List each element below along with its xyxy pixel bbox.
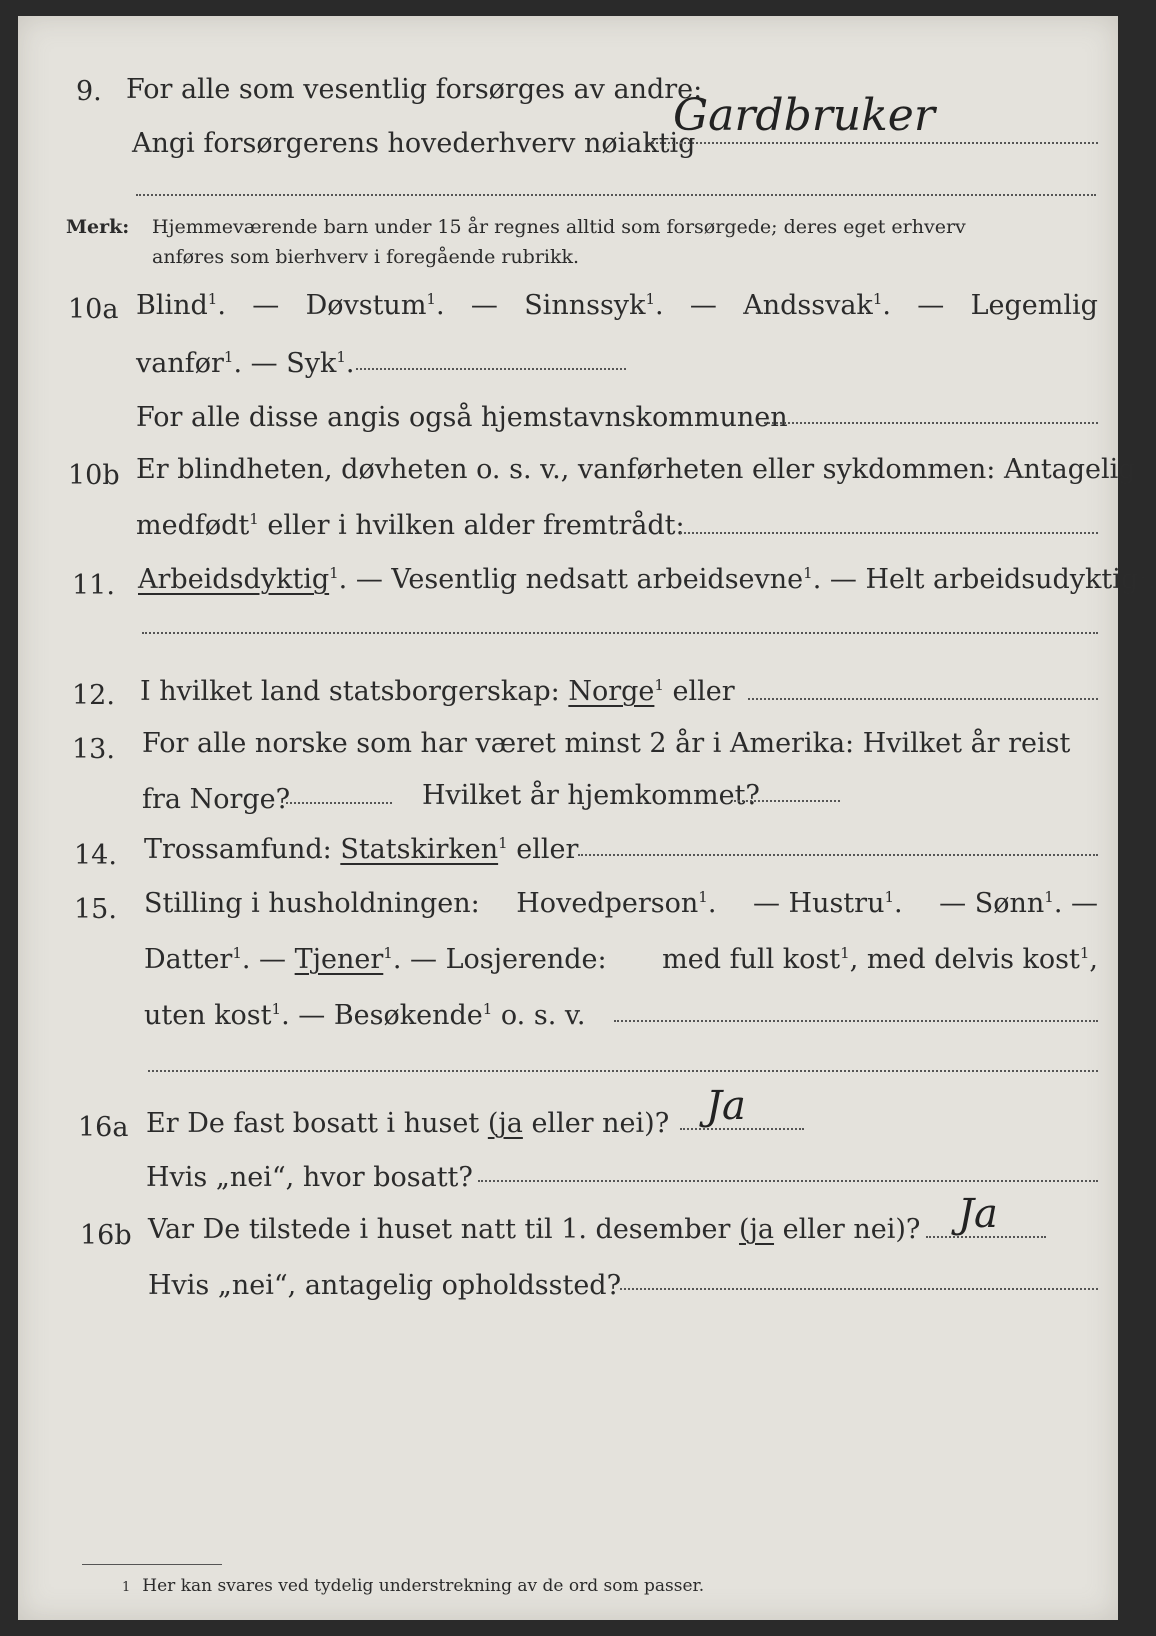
q9-question-line1: For alle som vesentlig forsørges av andre: (126, 74, 703, 105)
q11-arbeidsdyktig-underlined: Arbeidsdyktig (138, 564, 330, 595)
footnote-rule (82, 1564, 222, 1565)
q16b-line2: Hvis „nei“, antagelig opholdssted? (148, 1270, 622, 1301)
q10a-line1: Blind$^1$. — Døvstum$^1$. — Sinnssyk$^1$. — Andssvak$^1$. — Legemlig (136, 290, 1098, 321)
q13-fra-norge: fra Norge? (142, 784, 291, 815)
q12-answer-line (748, 698, 1098, 700)
q15-extra-line (148, 1070, 1098, 1072)
q10a-sinnssyk: Sinnssyk$^1$. (524, 290, 664, 321)
q10a-syk-line (356, 368, 626, 370)
q9-extra-line (136, 194, 1096, 196)
q16b-line1: Var De tilstede i huset natt til 1. desember (ja eller nei)? (148, 1214, 921, 1245)
q10b-answer-line (680, 532, 1098, 534)
q12-number: 12. (72, 680, 115, 711)
q10b-number: 10b (68, 460, 120, 491)
q15-line1: Stilling i husholdningen: Hovedperson$^1$. — Hustru$^1$. — Sønn$^1$. — (144, 888, 1098, 919)
q14-number: 14. (74, 840, 117, 871)
q11-line: Arbeidsdyktig$^1$. — Vesentlig nedsatt arbeidsevne$^1$. — Helt arbeidsudyktig$^1$. (138, 564, 1156, 595)
q16a-ja-underlined: (ja (487, 1108, 523, 1139)
q15-answer-line (614, 1020, 1098, 1022)
census-form-page (18, 16, 1156, 1620)
q14-answer-line (578, 854, 1098, 856)
q16b-opholdssted-line (620, 1288, 1098, 1290)
q15-tjener-underlined: Tjener (294, 944, 384, 975)
q9-handwritten-answer: Gardbruker (673, 90, 935, 141)
q10a-andssvak: Andssvak$^1$. (743, 290, 891, 321)
q12-line: I hvilket land statsborgerskap: Norge$^1$ eller (140, 676, 735, 707)
q13-fra-line (286, 802, 392, 804)
q14-statskirken-underlined: Statskirken (340, 834, 499, 865)
q15-line2: Datter$^1$. — Tjener$^1$. — Losjerende: med full kost$^1$, med delvis kost$^1$, (144, 944, 1098, 975)
q9-number: 9. (76, 76, 102, 107)
q10a-line3: For alle disse angis også hjemstavnskommunen (136, 402, 788, 433)
q14-line: Trossamfund: Statskirken$^1$ eller (144, 834, 579, 865)
q11-number: 11. (72, 570, 115, 601)
q16a-line1: Er De fast bosatt i huset (ja eller nei)? (146, 1108, 670, 1139)
footnote: 1 Her kan svares ved tydelig understrekning av de ord som passer. (122, 1576, 705, 1596)
q16a-handwritten-answer: Ja (706, 1083, 746, 1129)
q10b-line1: Er blindheten, døvheten o. s. v., vanførheten eller sykdommen: Antagelig (136, 454, 1136, 485)
q10a-dovstum: Døvstum$^1$. (305, 290, 445, 321)
q13-number: 13. (72, 734, 115, 765)
q12-norge-underlined: Norge (568, 676, 655, 707)
merk-line1: Hjemmeværende barn under 15 år regnes alltid som forsørgede; deres eget erhverv (152, 216, 966, 238)
q10a-blind: Blind$^1$. (136, 290, 226, 321)
q11-answer-line (142, 632, 1098, 634)
q10a-hjemstavn-line (764, 422, 1098, 424)
merk-label: Merk: (66, 216, 130, 238)
q10a-legemlig: Legemlig (970, 290, 1098, 321)
q13-hjemkommet: Hvilket år hjemkommet? (422, 780, 760, 811)
q16b-handwritten-answer: Ja (958, 1191, 998, 1237)
q16a-number: 16a (78, 1112, 129, 1143)
q16b-ja-underlined: (ja (739, 1214, 775, 1245)
q13-hjem-line (734, 800, 840, 802)
q9-question-line2: Angi forsørgerens hovederhverv nøiaktig (132, 128, 696, 159)
merk-line2: anføres som bierhverv i foregående rubrikk. (152, 246, 580, 268)
q10a-line2: vanfør$^1$. — Syk$^1$. (136, 348, 355, 379)
q16a-bosatt-line (478, 1180, 1098, 1182)
q16b-number: 16b (80, 1220, 132, 1251)
q16a-line2: Hvis „nei“, hvor bosatt? (146, 1162, 473, 1193)
q15-number: 15. (74, 894, 117, 925)
q13-line1: For alle norske som har været minst 2 år i Amerika: Hvilket år reist (142, 728, 1071, 759)
q10b-line2: medfødt$^1$ eller i hvilken alder fremtrådt: (136, 510, 685, 541)
q15-line3: uten kost$^1$. — Besøkende$^1$ o. s. v. (144, 1000, 586, 1031)
q10a-number: 10a (68, 294, 119, 325)
q9-answer-line (648, 142, 1098, 144)
